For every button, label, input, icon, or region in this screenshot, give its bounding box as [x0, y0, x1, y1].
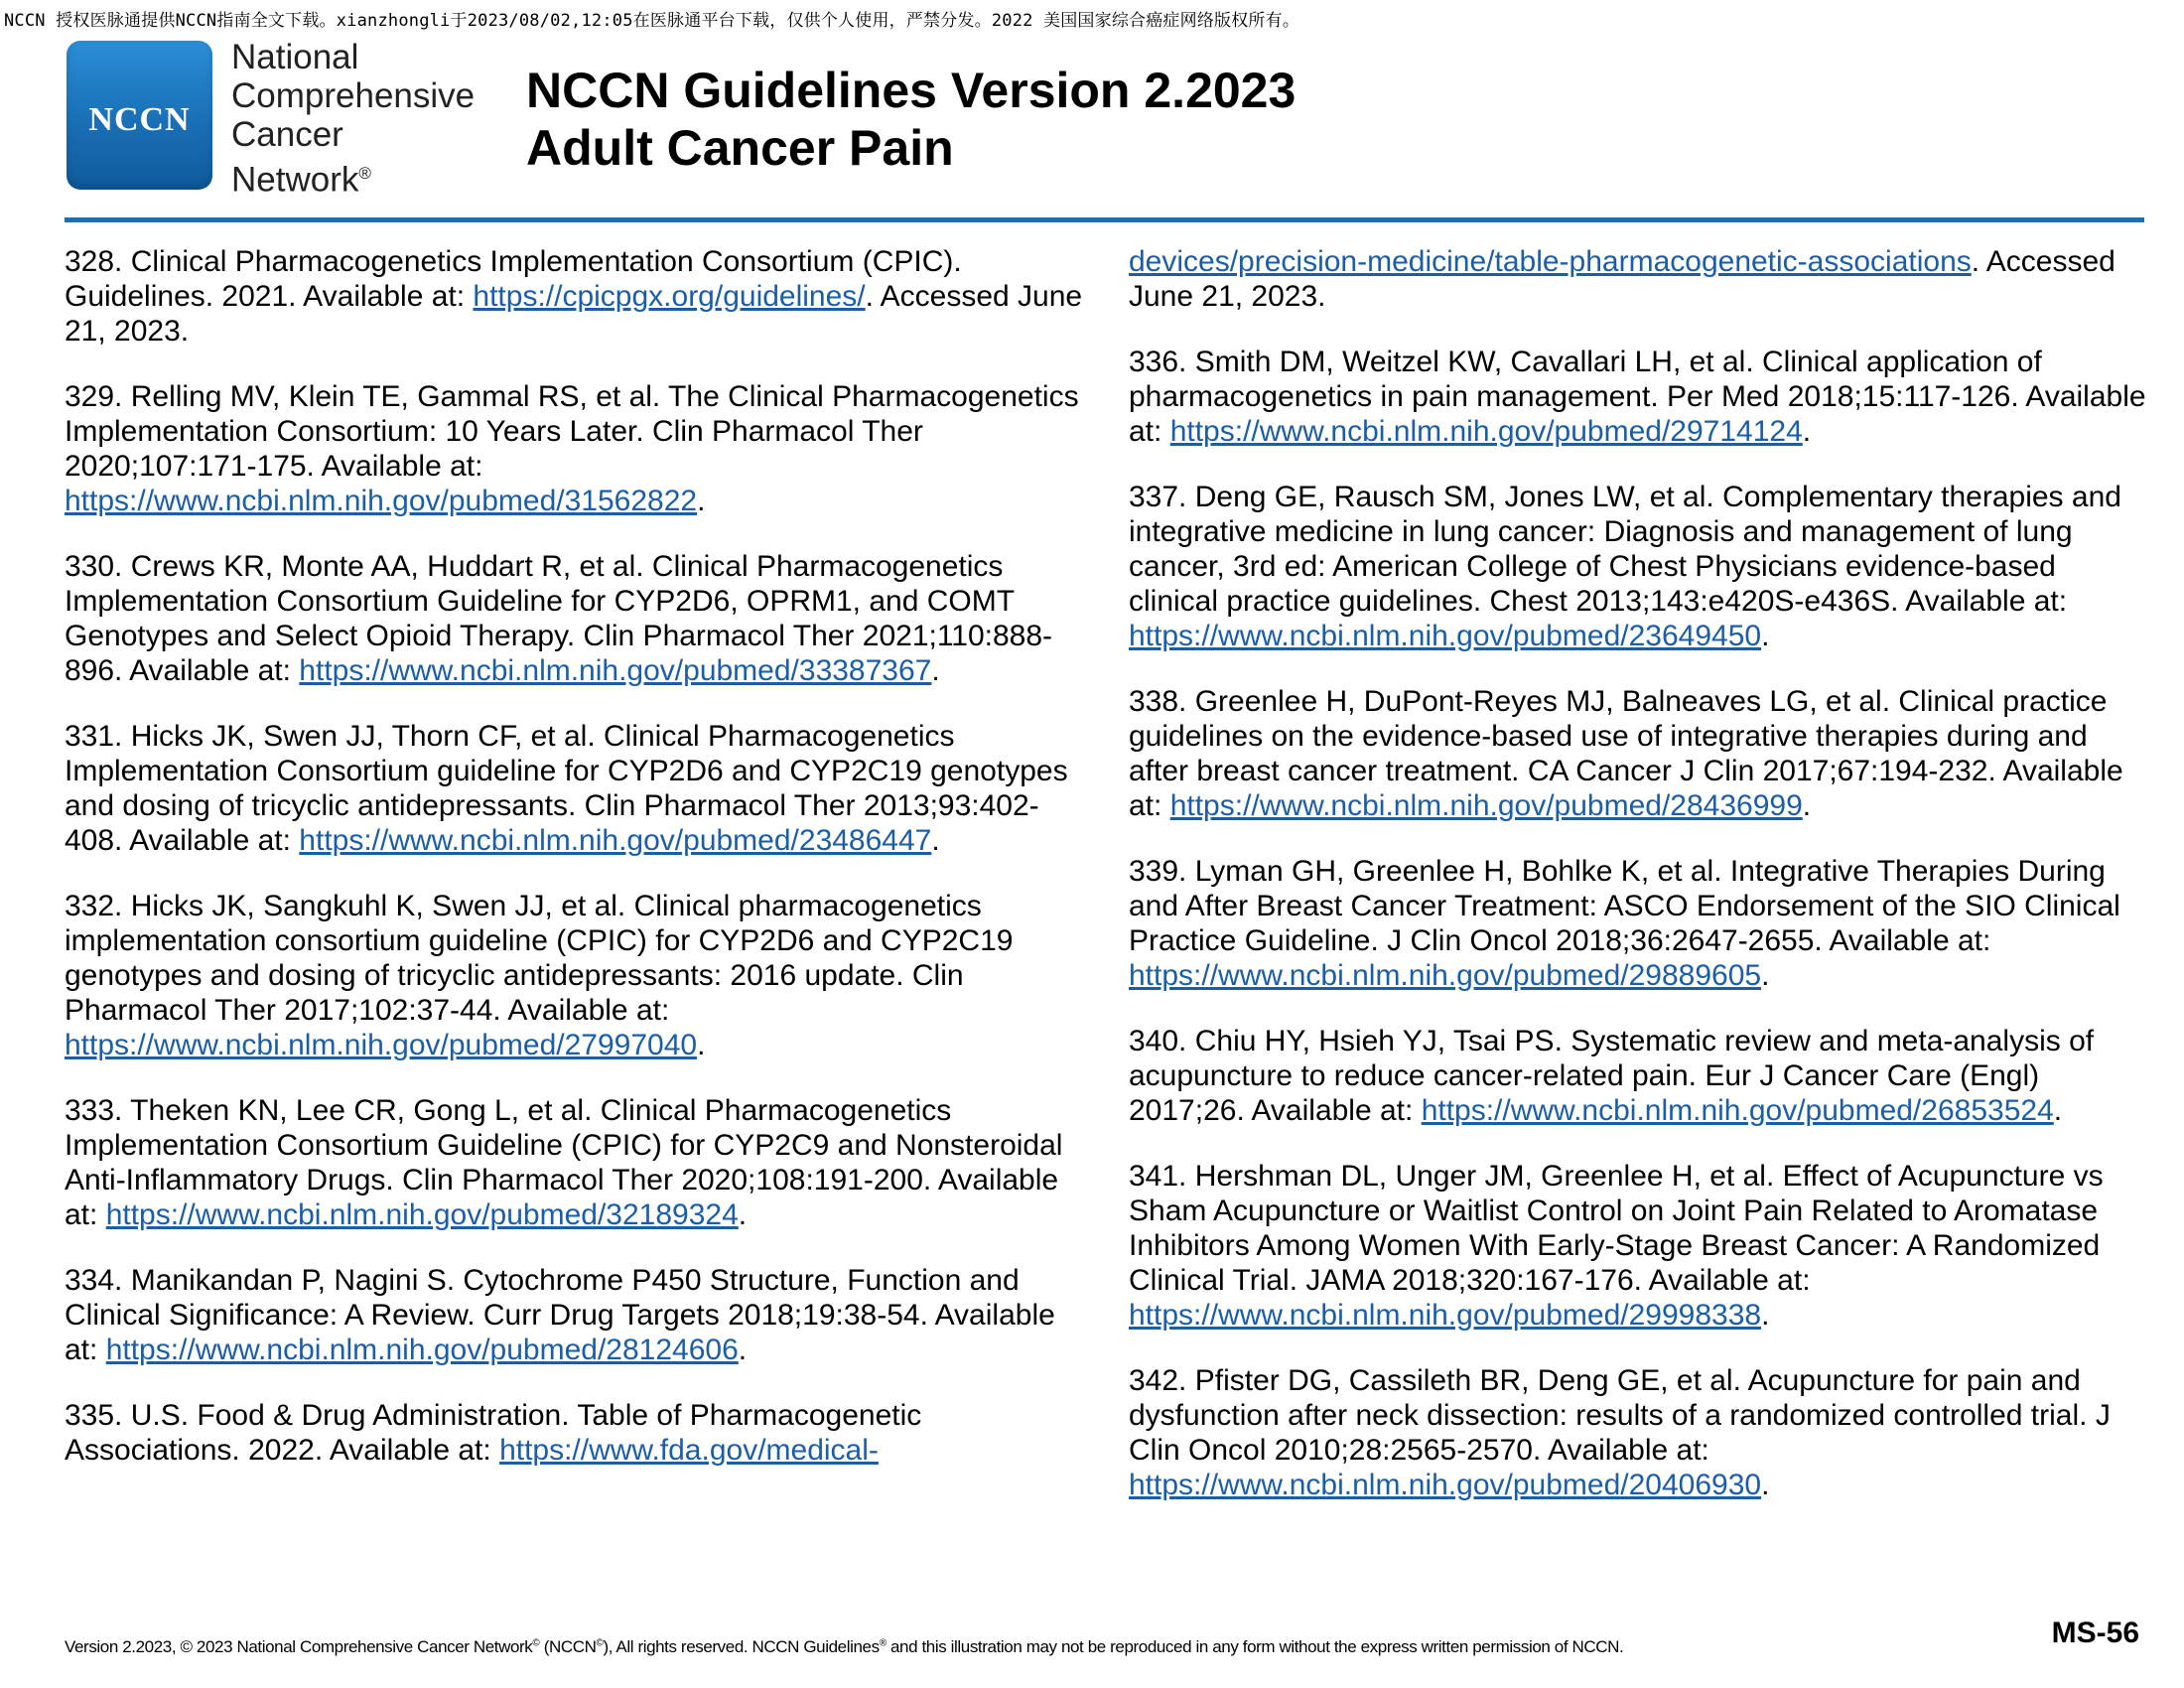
org-name-line: Comprehensive — [231, 76, 476, 115]
header-divider — [65, 217, 2144, 222]
references-column-left — [65, 244, 1087, 1498]
reference-text: 332. Hicks JK, Sangkuhl K, Swen JJ, et al. Clinical pharmacogenetics implementation consortium guideline (CPIC) for CYP2D6 and CYP2C19 genotypes and dosing of tricyclic antidepressants: 2016 update. Clin Pharmacol Ther 2017;102:37-44. Available at: — [65, 890, 1014, 1027]
reference-link[interactable]: devices/precision-medicine/table-pharmacogenetic-associations — [1129, 245, 1972, 278]
reference-link[interactable]: https://www.ncbi.nlm.nih.gov/pubmed/23486447 — [299, 824, 932, 857]
reference-trailing-text: . — [931, 654, 940, 687]
reference-link[interactable]: https://www.ncbi.nlm.nih.gov/pubmed/29714124 — [1169, 415, 1803, 448]
reference-text: 328. Clinical Pharmacogenetics Implementation Consortium (CPIC). Guidelines. 2021. Available at: — [65, 245, 962, 313]
footer-text: (NCCN — [539, 1637, 597, 1656]
reference-link[interactable]: https://www.ncbi.nlm.nih.gov/pubmed/29889605 — [1129, 959, 1762, 992]
reference-trailing-text: . — [697, 1029, 706, 1061]
page-number: MS-56 — [2051, 1617, 2139, 1649]
reference-text: 334. Manikandan P, Nagini S. Cytochrome P450 Structure, Function and Clinical Significance: A Review. Curr Drug Targets 2018;19:38-54. Available at: — [65, 1264, 1055, 1366]
footer-mark: ® — [879, 1637, 887, 1649]
reference-entry — [1129, 345, 2151, 449]
guideline-topic-title: Adult Cancer Pain — [526, 120, 954, 176]
reference-entry — [1129, 480, 2151, 653]
reference-entry — [65, 549, 1087, 688]
reference-link[interactable]: https://www.ncbi.nlm.nih.gov/pubmed/23649450 — [1129, 620, 1762, 652]
reference-entry — [1129, 244, 2151, 314]
reference-trailing-text: . — [931, 824, 940, 857]
copyright-footer — [65, 1637, 1623, 1657]
references-column-right — [1129, 244, 2151, 1533]
reference-link[interactable]: https://www.ncbi.nlm.nih.gov/pubmed/32189324 — [105, 1198, 739, 1231]
reference-entry — [1129, 684, 2151, 823]
reference-entry — [1129, 854, 2151, 993]
footer-text: and this illustration may not be reproduced in any form without the express written permission of NCCN. — [886, 1637, 1624, 1656]
org-name-line: National — [231, 38, 359, 76]
reference-text: 337. Deng GE, Rausch SM, Jones LW, et al. Complementary therapies and integrative medicine in lung cancer: Diagnosis and management of lung cancer, 3rd ed: American College of Chest Physicians evidence-based clinical practice guidelines. Chest 2013;143:e420S-e436S. Available at: — [1129, 481, 2121, 618]
reference-link[interactable]: https://www.ncbi.nlm.nih.gov/pubmed/33387367 — [299, 654, 932, 687]
reference-text: 340. Chiu HY, Hsieh YJ, Tsai PS. Systematic review and meta-analysis of acupuncture to reduce cancer-related pain. Eur J Cancer Care (Engl) 2017;26. Available at: — [1129, 1025, 2095, 1127]
reference-trailing-text: . — [2053, 1094, 2063, 1127]
footer-mark: © — [596, 1637, 604, 1649]
reference-link[interactable]: https://www.ncbi.nlm.nih.gov/pubmed/28124606 — [105, 1334, 739, 1366]
nccn-logo-text: NCCN — [88, 101, 191, 138]
reference-trailing-text: . — [1802, 415, 1812, 448]
reference-entry — [65, 1093, 1087, 1232]
reference-link[interactable]: https://www.ncbi.nlm.nih.gov/pubmed/31562822 — [65, 485, 698, 517]
organization-name — [231, 38, 475, 200]
reference-trailing-text: . — [1761, 959, 1770, 992]
footer-text: ), All rights reserved. NCCN Guidelines — [603, 1637, 880, 1656]
reference-link[interactable]: https://www.ncbi.nlm.nih.gov/pubmed/29998338 — [1129, 1299, 1762, 1332]
reference-trailing-text: . — [697, 485, 706, 517]
document-title — [526, 62, 1296, 177]
reference-text: 330. Crews KR, Monte AA, Huddart R, et al. Clinical Pharmacogenetics Implementation Consortium Guideline for CYP2D6, OPRM1, and COMT Genotypes and Select Opioid Therapy. Clin Pharmacol Ther 2021;110:888-896. Available at: — [65, 550, 1053, 687]
reference-link[interactable]: https://www.ncbi.nlm.nih.gov/pubmed/28436999 — [1169, 789, 1803, 822]
reference-link[interactable]: https://www.ncbi.nlm.nih.gov/pubmed/26853524 — [1421, 1094, 2054, 1127]
reference-trailing-text: . — [738, 1334, 748, 1366]
reference-trailing-text: . — [1761, 1469, 1770, 1501]
org-name-line: Cancer — [231, 115, 343, 154]
reference-text: 335. U.S. Food & Drug Administration. Table of Pharmacogenetic Associations. 2022. Available at: — [65, 1399, 922, 1467]
reference-link[interactable]: https://www.ncbi.nlm.nih.gov/pubmed/20406930 — [1129, 1469, 1762, 1501]
reference-trailing-text: . Accessed June 21, 2023. — [65, 280, 1083, 348]
reference-text: 331. Hicks JK, Swen JJ, Thorn CF, et al. Clinical Pharmacogenetics Implementation Consortium guideline for CYP2D6 and CYP2C19 genotypes and dosing of tricyclic antidepressants. Clin Pharmacol Ther 2013;93:402-408. Available at: — [65, 720, 1068, 857]
reference-entry — [65, 379, 1087, 518]
guideline-version-title: NCCN Guidelines Version 2.2023 — [526, 63, 1297, 118]
reference-text: 342. Pfister DG, Cassileth BR, Deng GE, et al. Acupuncture for pain and dysfunction after neck dissection: results of a randomized controlled trial. J Clin Oncol 2010;28:2565-2570. Available at: — [1129, 1364, 2111, 1467]
org-name-line: Network — [231, 160, 359, 200]
reference-text: 336. Smith DM, Weitzel KW, Cavallari LH, et al. Clinical application of pharmacogenetics in pain management. Per Med 2018;15:117-126. Available at: — [1129, 346, 2146, 448]
nccn-logo — [67, 41, 212, 190]
footer-text: Version 2.2023, © 2023 National Comprehensive Cancer Network — [65, 1637, 533, 1656]
reference-entry — [65, 244, 1087, 349]
reference-link[interactable]: https://cpicpgx.org/guidelines/ — [473, 280, 866, 313]
reference-text: 338. Greenlee H, DuPont-Reyes MJ, Balneaves LG, et al. Clinical practice guidelines on the evidence-based use of integrative therapies during and after breast cancer treatment. CA Cancer J Clin 2017;67:194-232. Available at: — [1129, 685, 2123, 822]
reference-trailing-text: . — [1761, 1299, 1770, 1332]
registered-mark: ® — [358, 164, 371, 183]
reference-link[interactable]: https://www.ncbi.nlm.nih.gov/pubmed/27997040 — [65, 1029, 698, 1061]
download-watermark: NCCN 授权医脉通提供NCCN指南全文下载。xianzhongli于2023/08/02,12:05在医脉通平台下载，仅供个人使用，严禁分发。2022 美国国家综合癌症网络版权所有。 — [4, 11, 1300, 31]
reference-text: 329. Relling MV, Klein TE, Gammal RS, et al. The Clinical Pharmacogenetics Implementation Consortium: 10 Years Later. Clin Pharmacol Ther 2020;107:171-175. Available at: — [65, 380, 1079, 483]
reference-text: 333. Theken KN, Lee CR, Gong L, et al. Clinical Pharmacogenetics Implementation Consortium Guideline (CPIC) for CYP2C9 and Nonsteroidal Anti-Inflammatory Drugs. Clin Pharmacol Ther 2020;108:191-200. Available at: — [65, 1094, 1063, 1231]
reference-entry — [65, 1398, 1087, 1468]
reference-entry — [65, 719, 1087, 858]
reference-entry — [65, 1263, 1087, 1367]
footer-mark: © — [532, 1637, 540, 1649]
reference-trailing-text: . — [1802, 789, 1812, 822]
reference-entry — [1129, 1159, 2151, 1333]
reference-trailing-text: . — [1761, 620, 1770, 652]
reference-text: 341. Hershman DL, Unger JM, Greenlee H, et al. Effect of Acupuncture vs Sham Acupuncture or Waitlist Control on Joint Pain Related to Aromatase Inhibitors Among Women With Early-Stage Breast Cancer: A Randomized Clinical Trial. JAMA 2018;320:167-176. Available at: — [1129, 1160, 2104, 1297]
reference-trailing-text: . Accessed June 21, 2023. — [1129, 245, 2116, 313]
reference-text: 339. Lyman GH, Greenlee H, Bohlke K, et al. Integrative Therapies During and After Breast Cancer Treatment: ASCO Endorsement of the SIO Clinical Practice Guideline. J Clin Oncol 2018;36:2647-2655. Available at: — [1129, 855, 2120, 957]
reference-entry — [1129, 1363, 2151, 1502]
reference-entry — [65, 889, 1087, 1062]
reference-trailing-text: . — [738, 1198, 748, 1231]
org-name-line-last — [231, 154, 475, 200]
reference-entry — [1129, 1024, 2151, 1128]
reference-link[interactable]: https://www.fda.gov/medical- — [499, 1434, 879, 1467]
